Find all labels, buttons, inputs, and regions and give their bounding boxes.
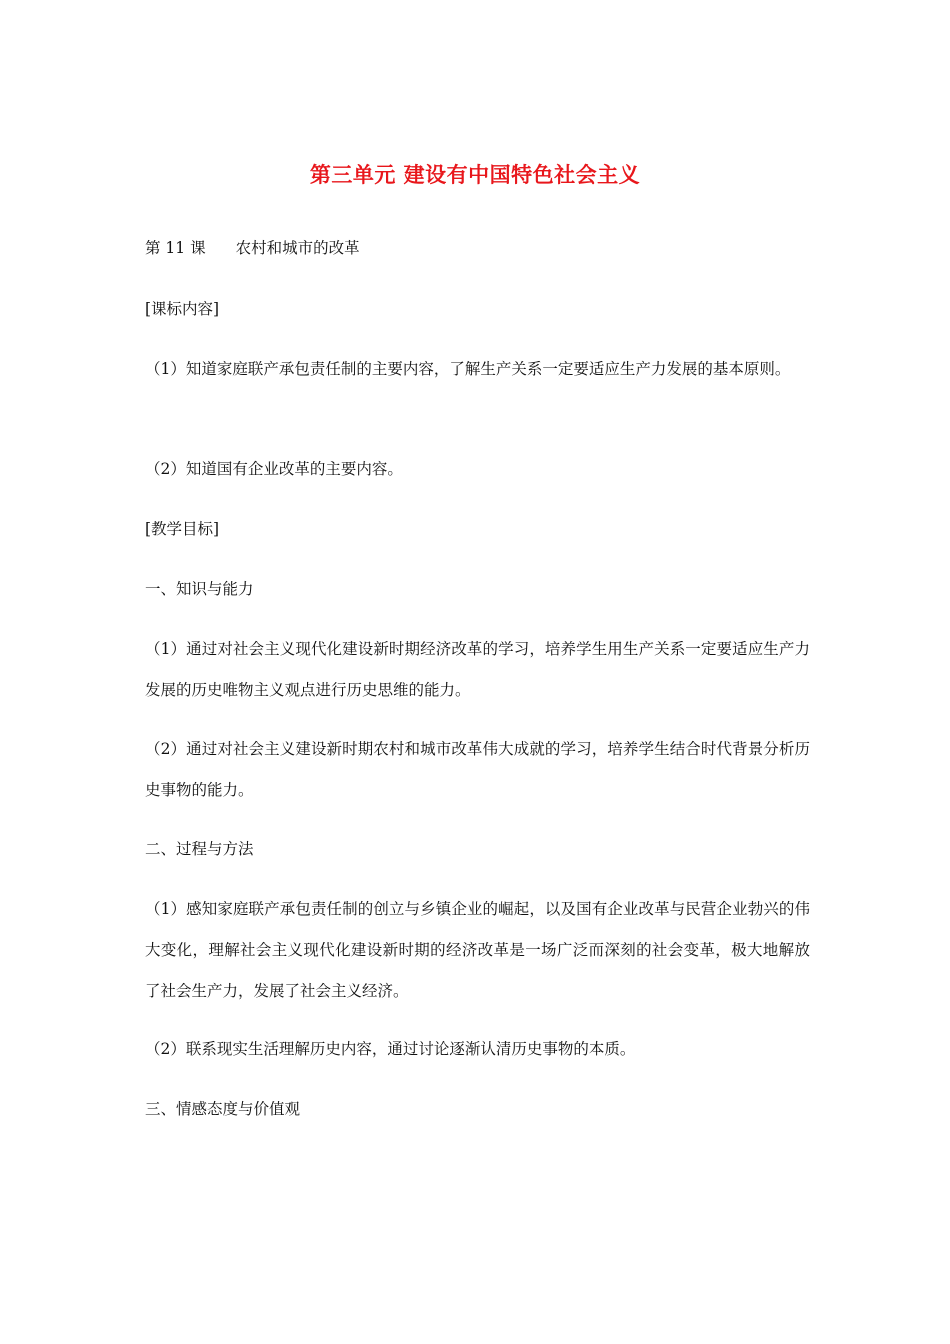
lesson-name: 农村和城市的改革 [235, 239, 360, 257]
goal-1-item-1: （1）通过对社会主义现代化建设新时期经济改革的学习，培养学生用生产关系一定要适应生产力发展的历史唯物主义观点进行历史思维的能力。 [145, 640, 810, 699]
goal-2-item-2: （2）联系现实生活理解历史内容，通过讨论逐渐认清历史事物的本质。 [145, 1040, 636, 1058]
curriculum-item-2: （2）知道国有企业改革的主要内容。 [145, 460, 403, 478]
goal-1-item-2: （2）通过对社会主义建设新时期农村和城市改革伟大成就的学习，培养学生结合时代背景分析历史事物的能力。 [145, 740, 810, 799]
goals-heading: [教学目标] [145, 520, 220, 538]
curriculum-item-1: （1）知道家庭联产承包责任制的主要内容，了解生产关系一定要适应生产力发展的基本原则。 [145, 360, 791, 378]
goal-3-heading: 三、情感态度与价值观 [145, 1100, 301, 1118]
curriculum-heading: [课标内容] [145, 300, 220, 318]
goal-2-heading: 二、过程与方法 [145, 840, 254, 858]
goal-1-heading: 一、知识与能力 [145, 580, 254, 598]
goal-2-item-1: （1）感知家庭联产承包责任制的创立与乡镇企业的崛起，以及国有企业改革与民营企业勃兴的伟大变化，理解社会主义现代化建设新时期的经济改革是一场广泛而深刻的社会变革，极大地解放了社会生产力，发展了社会主义经济。 [145, 900, 810, 1000]
lesson-number: 第 11 课 [145, 239, 206, 257]
unit-title: 第三单元 建设有中国特色社会主义 [309, 163, 641, 187]
lesson-heading [145, 228, 815, 269]
